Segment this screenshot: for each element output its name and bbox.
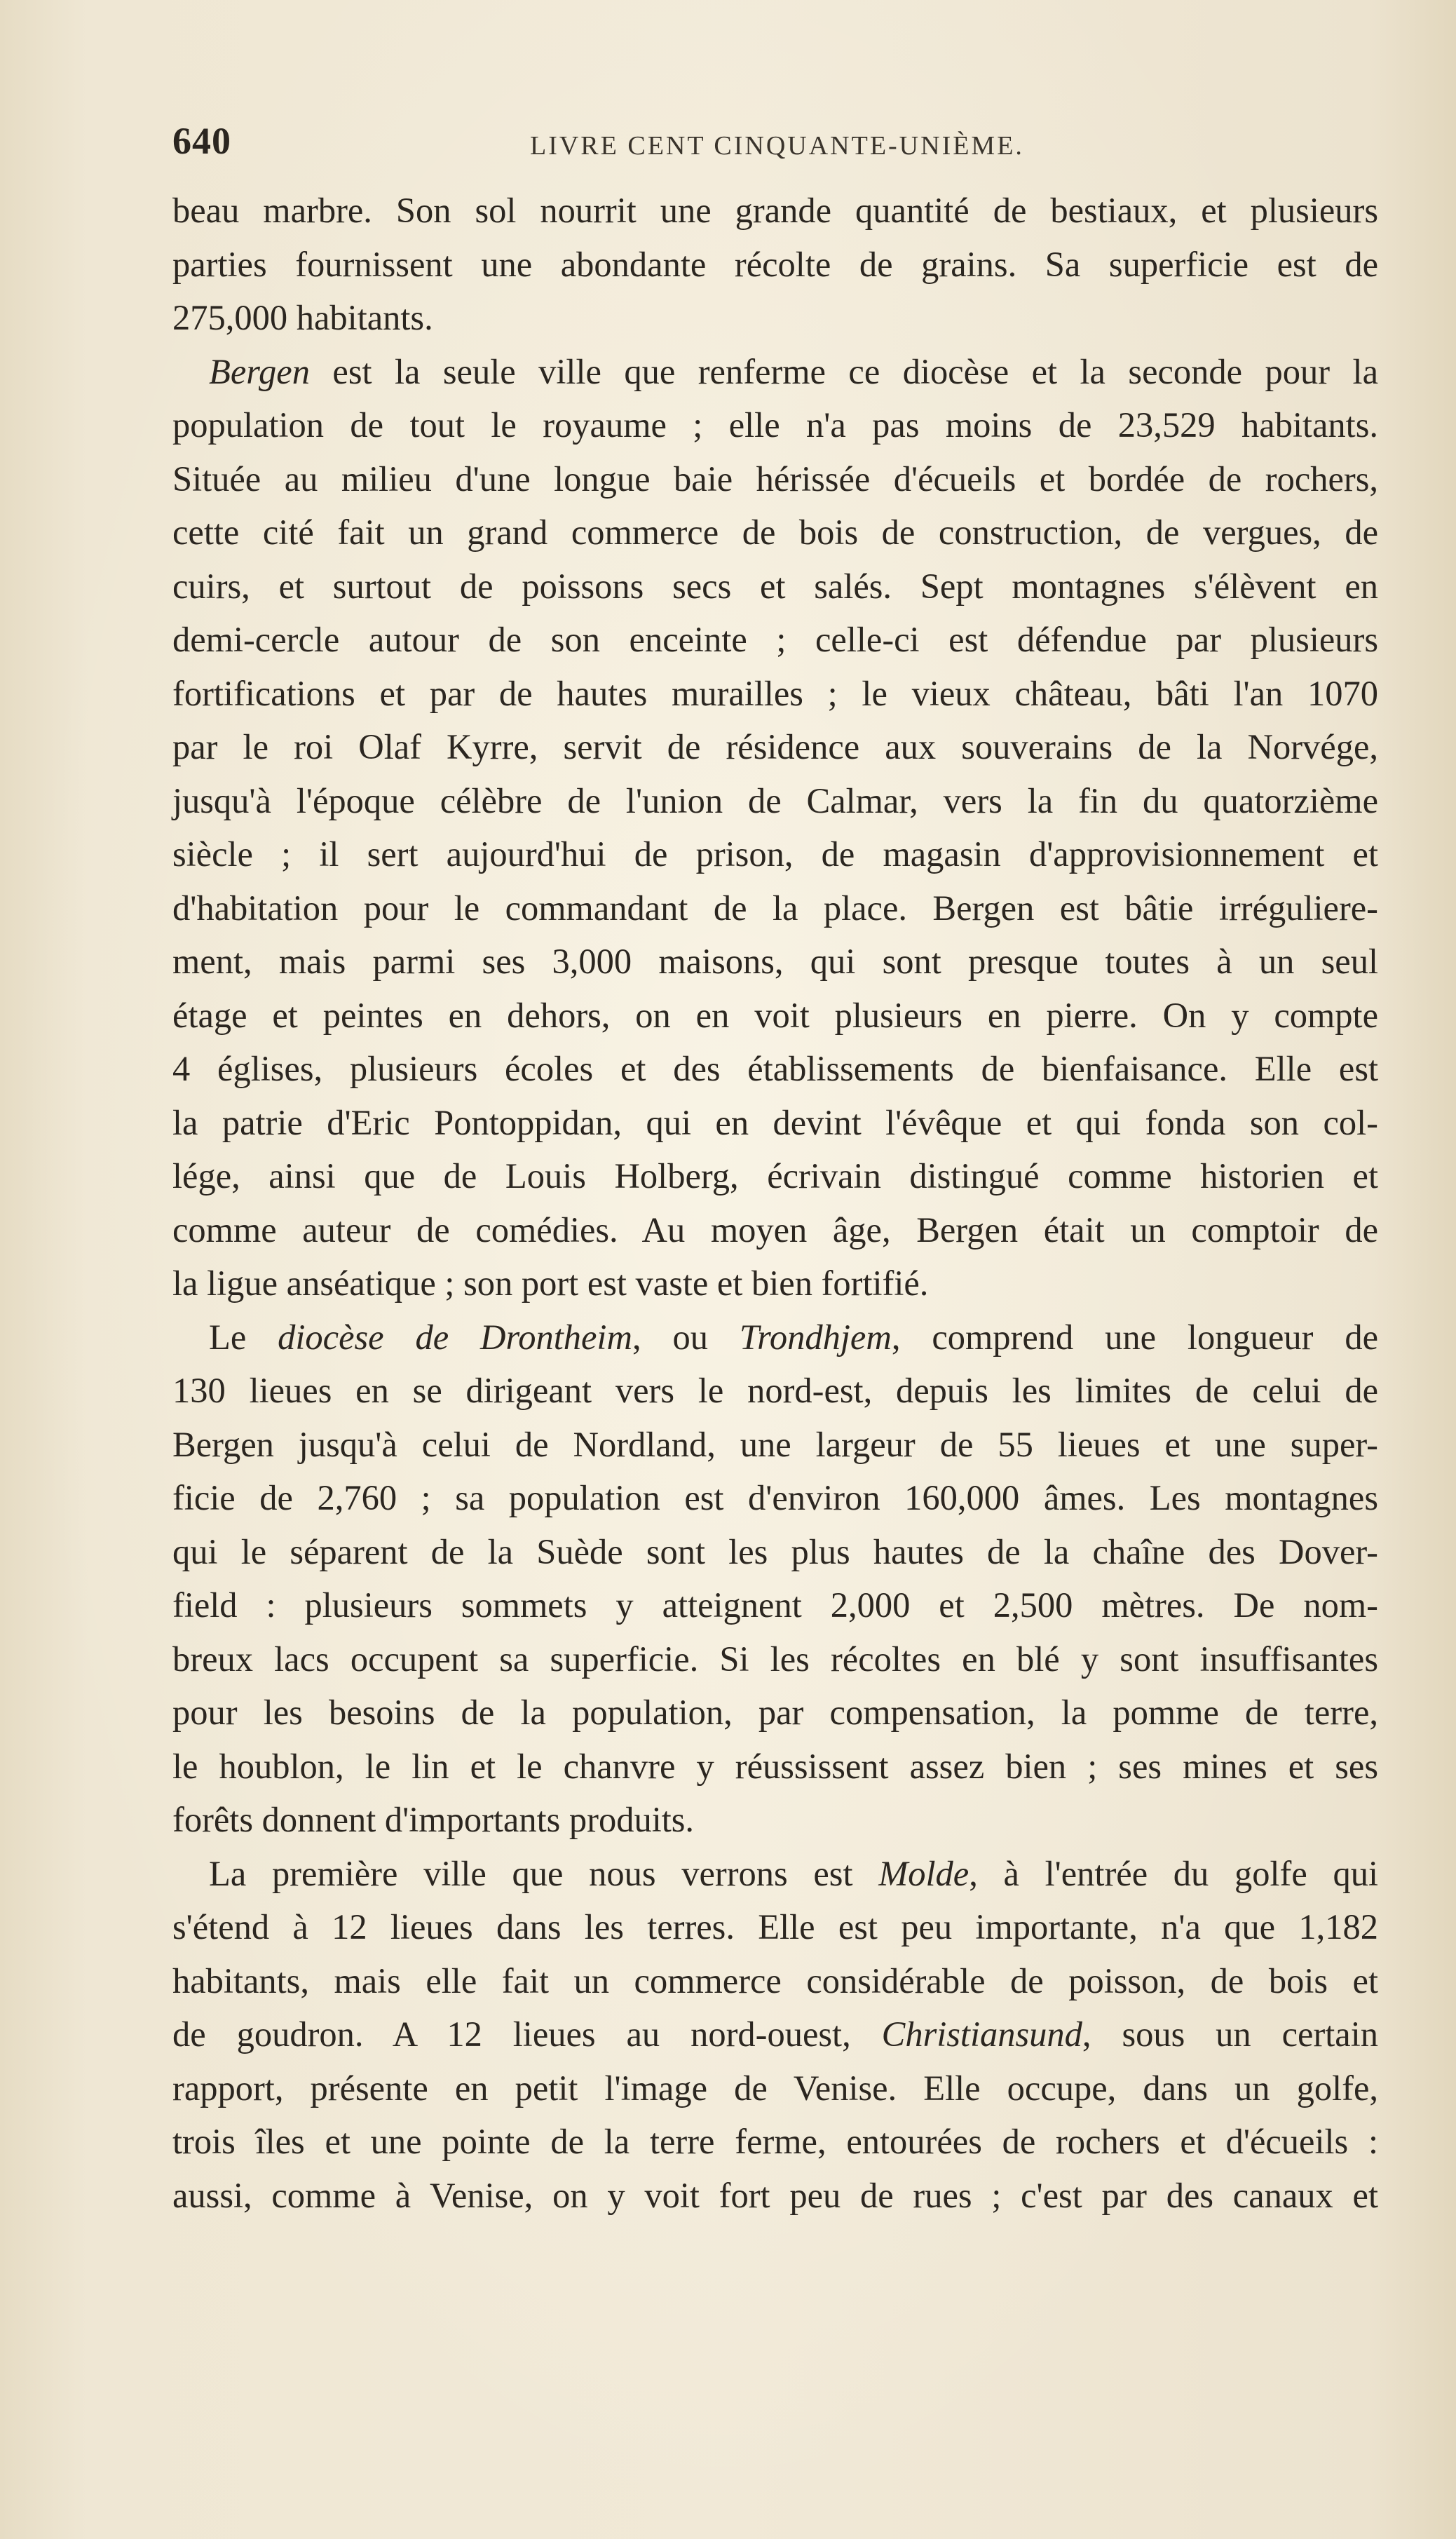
page-header <box>172 119 1378 168</box>
running-title: LIVRE CENT CINQUANTE-UNIÈME. <box>530 131 1024 161</box>
text-line: la patrie d'Eric Pontoppidan, qui en devint l'évêque et qui fonda son col- <box>172 1102 1378 1142</box>
text-line: cuirs, et surtout de poissons secs et salés. Sept montagnes s'élèvent en <box>172 566 1378 606</box>
text-line: s'étend à 12 lieues dans les terres. Elle est peu importante, n'a que 1,182 <box>172 1907 1378 1946</box>
text-line: Bergen jusqu'à celui de Nordland, une largeur de 55 lieues et une super- <box>172 1424 1378 1464</box>
text-line: siècle ; il sert aujourd'hui de prison, de magasin d'approvisionnement et <box>172 834 1378 874</box>
text-line: Bergen est la seule ville que renferme ce diocèse et la seconde pour la <box>209 351 1378 391</box>
text-line: demi-cercle autour de son enceinte ; celle-ci est défendue par plusieurs <box>172 620 1378 659</box>
text-line: rapport, présente en petit l'image de Venise. Elle occupe, dans un golfe, <box>172 2068 1378 2108</box>
text-line: la ligue anséatique ; son port est vaste et bien fortifié. <box>172 1264 929 1303</box>
text-line: fortifications et par de hautes murailles ; le vieux château, bâti l'an 1070 <box>172 673 1378 713</box>
text-line: trois îles et une pointe de la terre ferme, entourées de rochers et d'écueils : <box>172 2122 1378 2161</box>
text-line: 275,000 habitants. <box>172 298 433 337</box>
text-line: breux lacs occupent sa superficie. Si les récoltes en blé y sont insuffisantes <box>172 1639 1378 1679</box>
text-line: comme auteur de comédies. Au moyen âge, Bergen était un comptoir de <box>172 1210 1378 1250</box>
text-line: 4 églises, plusieurs écoles et des établissements de bienfaisance. Elle est <box>172 1049 1378 1088</box>
text-line: Située au milieu d'une longue baie hérissée d'écueils et bordée de rochers, <box>172 459 1378 499</box>
text-line: population de tout le royaume ; elle n'a pas moins de 23,529 habitants. <box>172 405 1378 445</box>
text-line: La première ville que nous verrons est Molde, à l'entrée du golfe qui <box>209 1853 1378 1893</box>
text-line: beau marbre. Son sol nourrit une grande quantité de bestiaux, et plusieurs <box>172 191 1378 230</box>
text-line: ficie de 2,760 ; sa population est d'environ 160,000 âmes. Les montagnes <box>172 1478 1378 1517</box>
text-line: qui le séparent de la Suède sont les plus hautes de la chaîne des Dover- <box>172 1531 1378 1571</box>
text-line: 130 lieues en se dirigeant vers le nord-est, depuis les limites de celui de <box>172 1371 1378 1410</box>
text-line: le houblon, le lin et le chanvre y réussissent assez bien ; ses mines et ses <box>172 1746 1378 1786</box>
text-line: pour les besoins de la population, par compensation, la pomme de terre, <box>172 1693 1378 1732</box>
text-line: étage et peintes en dehors, on en voit plusieurs en pierre. On y compte <box>172 995 1378 1035</box>
text-line: field : plusieurs sommets y atteignent 2,000 et 2,500 mètres. De nom- <box>172 1585 1378 1625</box>
text-line: cette cité fait un grand commerce de bois de construction, de vergues, de <box>172 513 1378 552</box>
place-name-molde: Molde <box>878 1853 969 1893</box>
text-line: parties fournissent une abondante récolte de grains. Sa superficie est de <box>172 244 1378 284</box>
text-line: d'habitation pour le commandant de la place. Bergen est bâtie irréguliere- <box>172 888 1378 928</box>
text-line: jusqu'à l'époque célèbre de l'union de Calmar, vers la fin du quatorzième <box>172 780 1378 820</box>
text-line: de goudron. A 12 lieues au nord-ouest, Christiansund, sous un certain <box>172 2015 1378 2054</box>
page-number: 640 <box>172 120 231 162</box>
text-line: habitants, mais elle fait un commerce considérable de poisson, de bois et <box>172 1961 1378 2000</box>
place-name-bergen: Bergen <box>209 351 310 391</box>
place-name-christiansund: Christiansund <box>881 2015 1082 2054</box>
text-line: ment, mais parmi ses 3,000 maisons, qui sont presque toutes à un seul <box>172 942 1378 981</box>
text-line: Le diocèse de Drontheim, ou Trondhjem, comprend une longueur de <box>209 1317 1378 1357</box>
text-line: forêts donnent d'importants produits. <box>172 1800 695 1839</box>
place-name-trondhjem: Trondhjem <box>739 1317 892 1357</box>
text-line: lége, ainsi que de Louis Holberg, écrivain distingué comme historien et <box>172 1156 1378 1196</box>
body-text <box>172 184 1378 2222</box>
text-line: aussi, comme à Venise, on y voit fort peu de rues ; c'est par des canaux et <box>172 2175 1378 2215</box>
place-name-diocese-drontheim: diocèse de Drontheim <box>278 1317 632 1357</box>
text-line: par le roi Olaf Kyrre, servit de résidence aux souverains de la Norvége, <box>172 727 1378 766</box>
